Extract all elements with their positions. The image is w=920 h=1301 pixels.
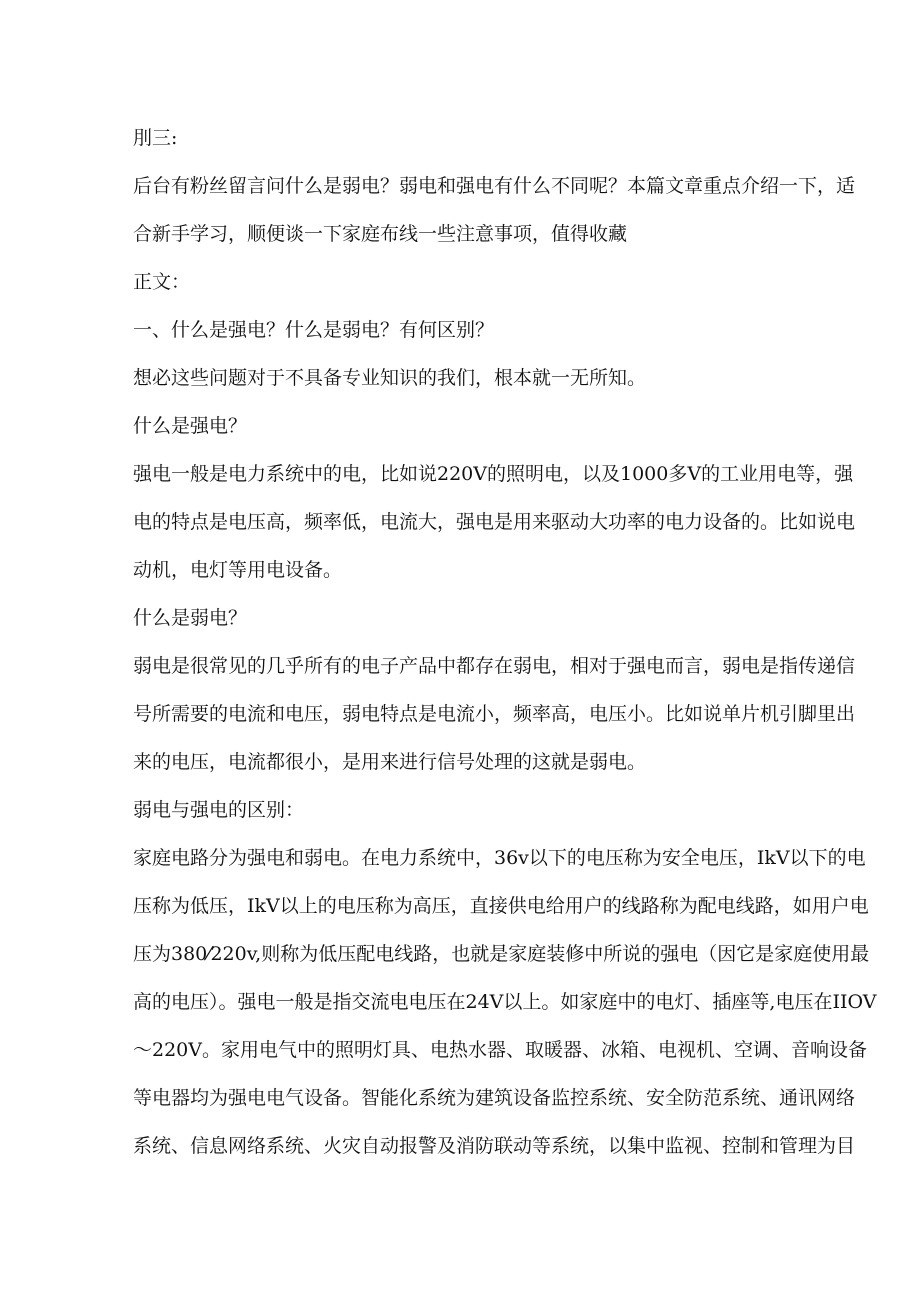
paragraph-line: 高的电压）。强电一般是指交流电电压在24V以上。如家庭中的电灯、插座等,电压在IIOV <box>133 991 877 1013</box>
subheading-difference: 弱电与强电的区别： <box>133 799 305 821</box>
paragraph-line: 家庭电路分为强电和弱电。在电力系统中，36v以下的电压称为安全电压，IkV以下的电 <box>133 847 866 869</box>
paragraph-line: 想必这些问题对于不具备专业知识的我们，根本就一无所知。 <box>133 367 647 389</box>
paragraph-line: 电的特点是电压高，频率低，电流大，强电是用来驱动大功率的电力设备的。比如说电 <box>133 511 856 533</box>
paragraph-line: 来的电压，电流都很小，是用来进行信号处理的这就是弱电。 <box>133 751 647 773</box>
paragraph-line: 压为380⁄220v,则称为低压配电线路，也就是家庭装修中所说的强电（因它是家庭使用最 <box>133 943 870 965</box>
paragraph-line: 强电一般是电力系统中的电，比如说220V的照明电，以及1000多V的工业用电等，强 <box>133 463 854 485</box>
paragraph-line: 动机，电灯等用电设备。 <box>133 559 343 581</box>
paragraph-line: ～220V。家用电气中的照明灯具、电热水器、取暖器、冰箱、电视机、空调、音响设备 <box>133 1039 867 1061</box>
paragraph-line: 后台有粉丝留言问什么是弱电？弱电和强电有什么不同呢？本篇文章重点介绍一下，适 <box>133 175 856 197</box>
paragraph-line: 压称为低压，IkV以上的电压称为高压，直接供电给用户的线路称为配电线路，如用户电 <box>133 895 869 917</box>
paragraph-line: 等电器均为强电电气设备。智能化系统为建筑设备监控系统、安全防范系统、通讯网络 <box>133 1087 856 1109</box>
paragraph-line: 合新手学习，顺便谈一下家庭布线一些注意事项，值得收藏 <box>133 223 628 245</box>
paragraph-line: 系统、信息网络系统、火灾自动报警及消防联动等系统，以集中监视、控制和管理为目 <box>133 1135 856 1157</box>
paragraph-line: 号所需要的电流和电压，弱电特点是电流小，频率高，电压小。比如说单片机引脚里出 <box>133 703 856 725</box>
section-heading: 一、什么是强电？什么是弱电？有何区别？ <box>133 319 495 341</box>
paragraph-line: 弱电是很常见的几乎所有的电子产品中都存在弱电，相对于强电而言，弱电是指传递信 <box>133 655 856 677</box>
preface-label: 刖三: <box>133 127 178 149</box>
subheading-weak-current: 什么是弱电？ <box>133 607 248 629</box>
subheading-strong-current: 什么是强电？ <box>133 415 248 437</box>
main-text-label: 正文： <box>133 271 191 293</box>
document-body <box>133 114 877 1170</box>
